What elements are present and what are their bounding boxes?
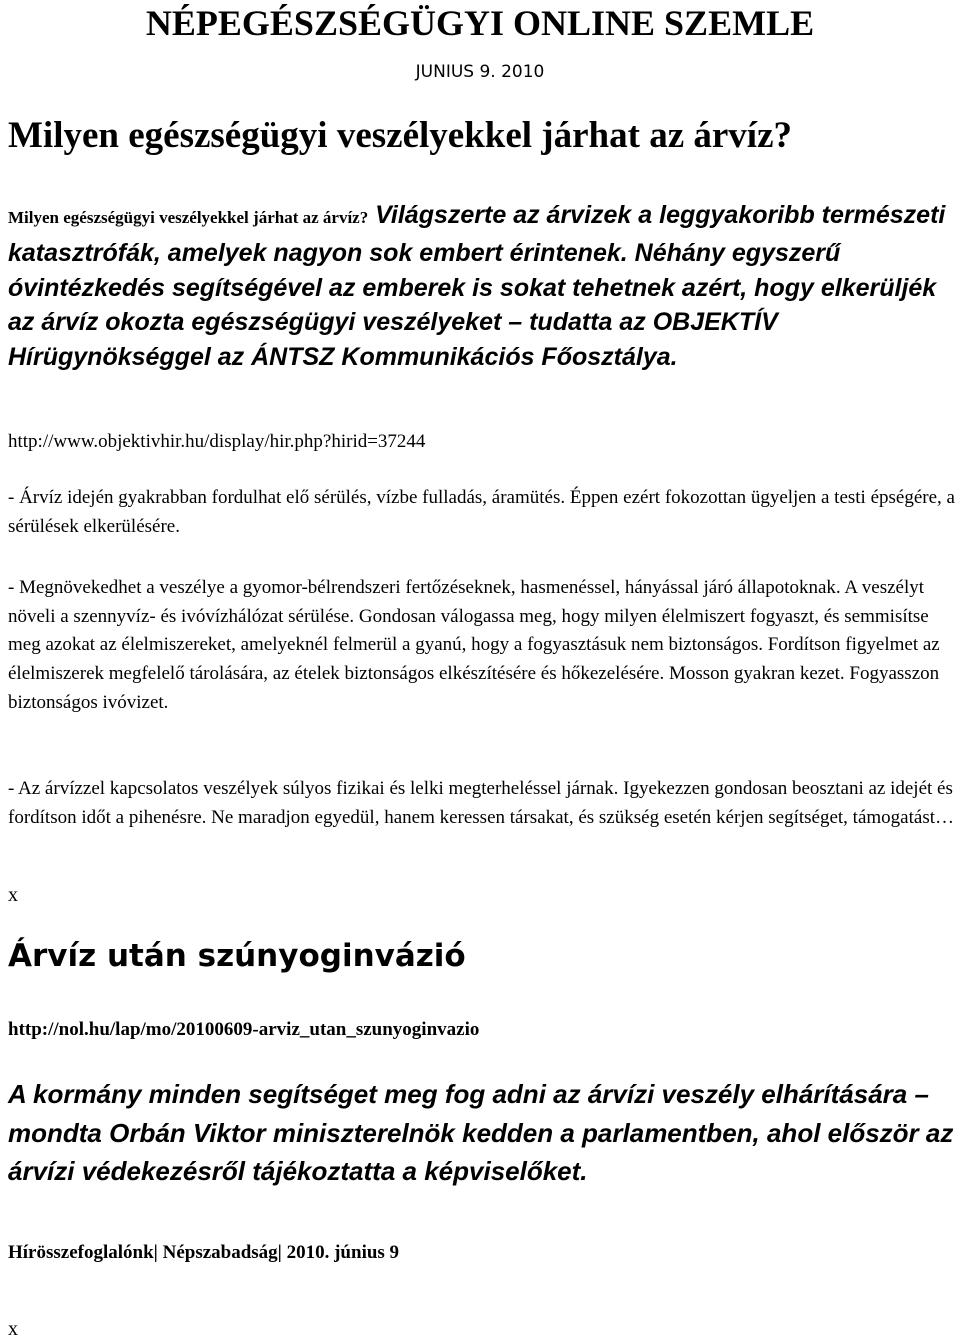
article-paragraph: - Az árvízzel kapcsolatos veszélyek súlyos fizikai és lelki megterheléssel járnak. Igyekezzen gondosan beosztani az idejét és fordítson időt a pihenésre. Ne maradjon egyedül, hanem keressen társakat, és szükség esetén kérjen segítséget, támogatást…	[8, 778, 954, 828]
section-separator: x	[8, 884, 18, 906]
article-paragraph: - Árvíz idején gyakrabban fordulhat elő sérülés, vízbe fulladás, áramütés. Éppen ezért fokozottan ügyeljen a testi épségére, a sérülések elkerülésére.	[8, 487, 955, 537]
section-separator: x	[8, 1318, 18, 1340]
section-title: Árvíz után szúnyoginvázió	[8, 938, 466, 974]
article-paragraph: - Megnövekedhet a veszélye a gyomor-bélrendszeri fertőzéseknek, hasmenéssel, hányással járó állapotoknak. A veszélyt növeli a szennyvíz- és ivóvízhálózat sérülése. Gondosan válogassa meg, hogy milyen élelmiszert fogyaszt, és semmisítse meg azokat az élelmiszereket, amelyeknél felmerül a gyanú, hogy a fogyasztásuk nem biztonságos. Fordítson figyelmet az élelmiszerek megfelelő tárolására, az ételek biztonságos elkészítésére és hőkezelésére. Mosson gyakran kezet. Fogyasszon biztonságos ivóvizet.	[8, 577, 940, 713]
article-headline: Milyen egészségügyi veszélyekkel járhat az árvíz?	[8, 115, 792, 156]
lead-question: Milyen egészségügyi veszélyekkel járhat az árvíz?	[8, 208, 369, 227]
section-source-credit: Hírösszefoglalónk| Népszabadság| 2010. június 9	[8, 1242, 400, 1263]
article-source-url: http://www.objektivhir.hu/display/hir.php?hirid=37244	[8, 431, 426, 452]
masthead-title: NÉPEGÉSZSÉGÜGYI ONLINE SZEMLE	[145, 3, 815, 43]
publication-date: JUNIUS 9. 2010	[415, 62, 545, 82]
section-source-url: http://nol.hu/lap/mo/20100609-arviz_utan_szunyoginvazio	[8, 1019, 480, 1040]
lead-text: Világszerte az árvizek a leggyakoribb természeti katasztrófák, amelyek nagyon sok embert érintenek. Néhány egyszerű óvintézkedés segítségével az emberek is sokat tehetnek azért, hogy elkerüljék az árvíz okozta egészségügyi veszélyeket – tudatta az OBJEKTÍV Hírügynökséggel az ÁNTSZ Kommunikációs Főosztálya.	[8, 201, 946, 372]
section-lead-quote: A kormány minden segítséget meg fog adni az árvízi veszély elhárítására – mondta Orbán Viktor miniszterelnök kedden a parlamentben, ahol először az árvízi védekezésről tájékoztatta a képviselőket.	[8, 1079, 954, 1186]
article-lead	[8, 198, 948, 375]
